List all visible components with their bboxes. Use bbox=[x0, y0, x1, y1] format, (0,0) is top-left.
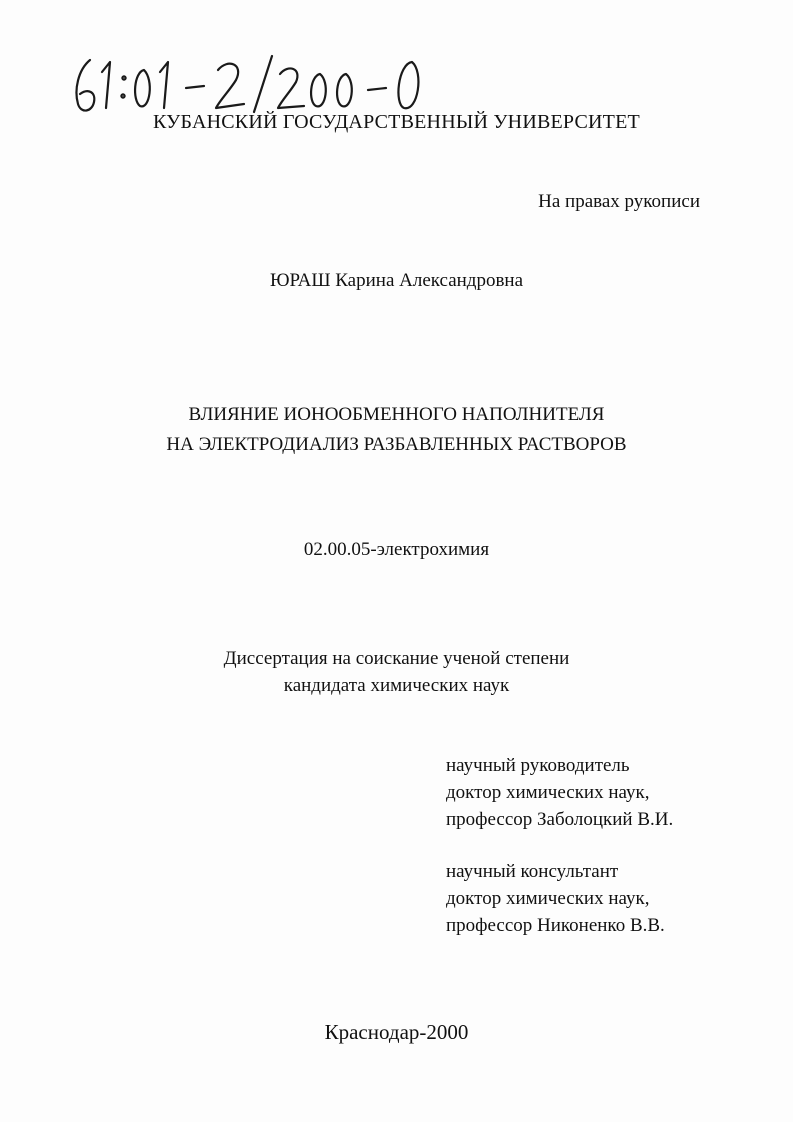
scientific-advisor bbox=[446, 752, 673, 833]
degree-line-2: кандидата химических наук bbox=[283, 675, 510, 696]
advisor-role: научный руководитель bbox=[446, 755, 630, 776]
dissertation-degree bbox=[0, 645, 793, 699]
rights-note: На правах рукописи bbox=[538, 191, 700, 212]
degree-line-1: Диссертация на соискание ученой степени bbox=[223, 648, 570, 669]
dissertation-title bbox=[0, 400, 793, 460]
advisor-name: профессор Заболоцкий В.И. bbox=[446, 809, 674, 830]
specialty-code: 02.00.05-электрохимия bbox=[303, 539, 490, 560]
title-line-1: ВЛИЯНИЕ ИОНООБМЕННОГО НАПОЛНИТЕЛЯ bbox=[188, 404, 605, 425]
city-year: Краснодар-2000 bbox=[324, 1020, 469, 1044]
scientific-consultant bbox=[446, 858, 665, 939]
consultant-degree: доктор химических наук, bbox=[446, 888, 650, 909]
title-line-2: НА ЭЛЕКТРОДИАЛИЗ РАЗБАВЛЕННЫХ РАСТВОРОВ bbox=[166, 434, 627, 455]
university-name: КУБАНСКИЙ ГОСУДАРСТВЕННЫЙ УНИВЕРСИТЕТ bbox=[153, 111, 640, 133]
author-name: ЮРАШ Карина Александровна bbox=[269, 270, 524, 291]
consultant-name: профессор Никоненко В.В. bbox=[446, 915, 665, 936]
consultant-role: научный консультант bbox=[446, 861, 619, 882]
advisor-degree: доктор химических наук, bbox=[446, 782, 650, 803]
